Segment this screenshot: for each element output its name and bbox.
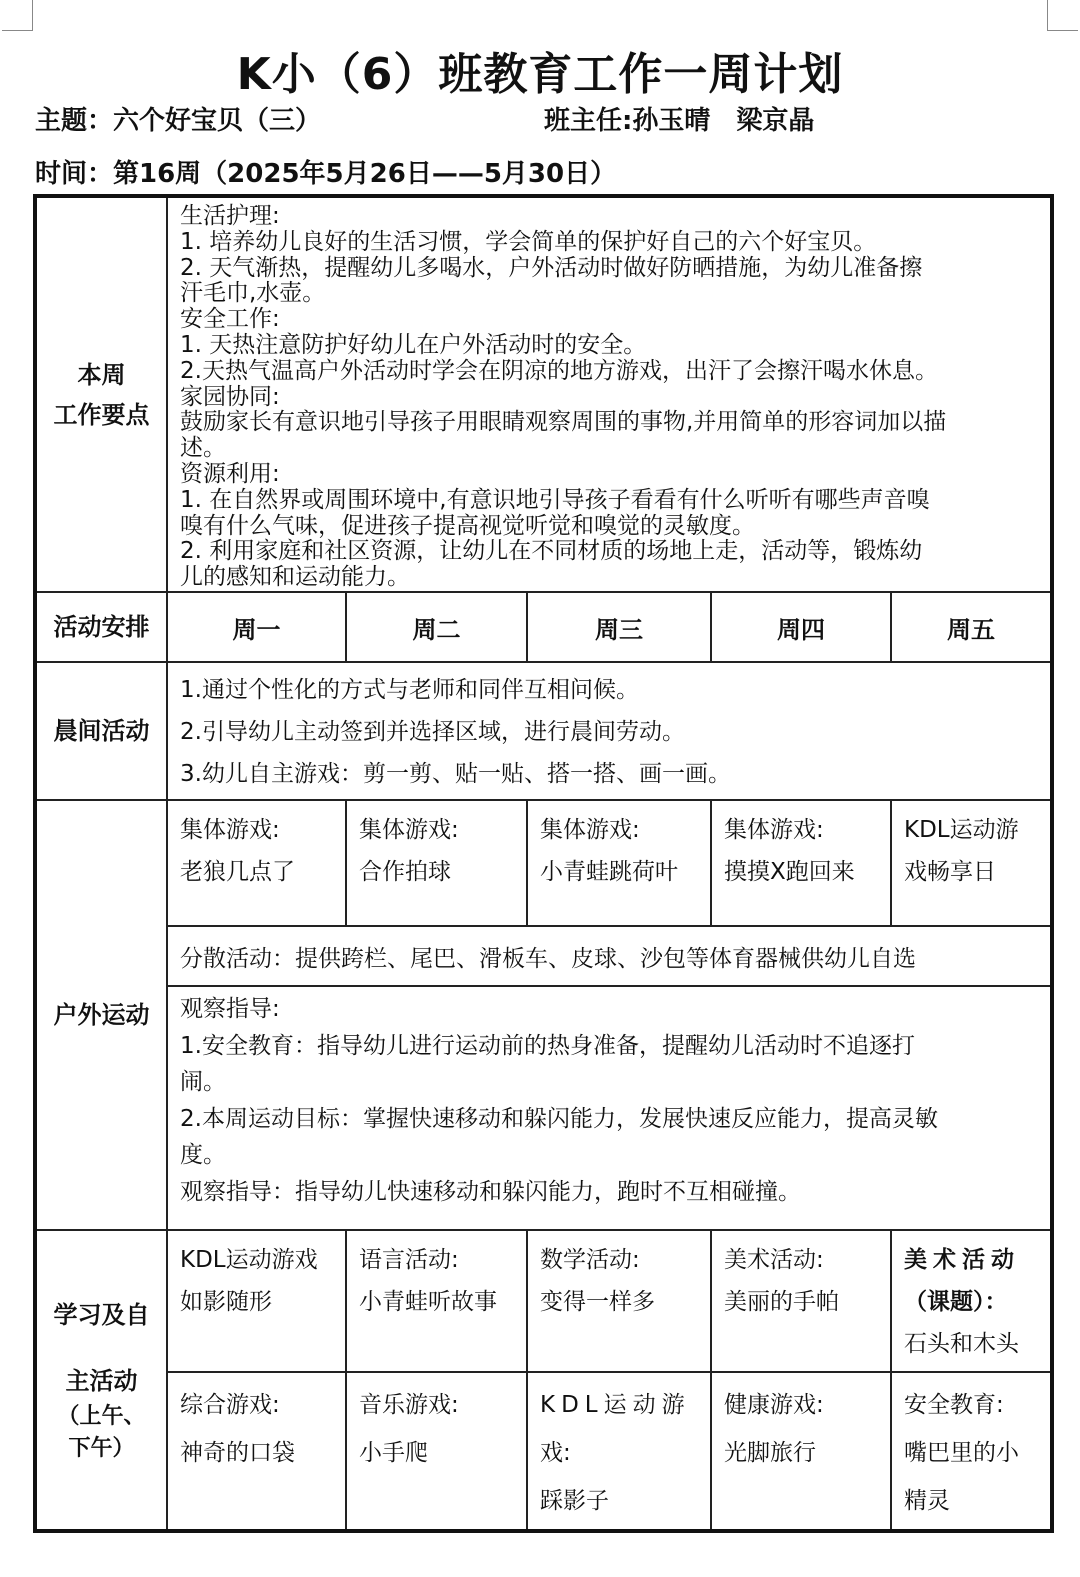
outdoor-game-type: 集体游戏: bbox=[359, 817, 459, 843]
activity-type: KDL运动游 bbox=[540, 1392, 691, 1418]
key-points-content bbox=[167, 196, 1052, 592]
key-point-line: 汗毛巾,水壶。 bbox=[180, 280, 326, 307]
key-point-line: 安全工作: bbox=[180, 306, 280, 333]
morning-line: 3.幼儿自主游戏：剪一剪、贴一贴、搭一搭、画一画。 bbox=[180, 761, 731, 787]
learning-label-4: 下午） bbox=[68, 1436, 135, 1461]
guidance-line: 1.安全教育：指导幼儿进行运动前的热身准备，提醒幼儿活动时不追逐打 bbox=[180, 1032, 915, 1059]
outdoor-game-tuesday bbox=[346, 800, 527, 926]
key-points-header bbox=[35, 196, 167, 592]
key-points-row bbox=[35, 196, 1052, 592]
key-point-line: 家园协同: bbox=[180, 383, 280, 410]
key-points-label-2: 工作要点 bbox=[53, 400, 150, 429]
learning-label-1: 学习及自 bbox=[53, 1301, 150, 1329]
activity-name: 石头和木头 bbox=[904, 1331, 1019, 1357]
activity-type: 安全教育: bbox=[904, 1392, 1004, 1418]
outdoor-scattered bbox=[167, 926, 1052, 986]
learning-row-1 bbox=[35, 1230, 1052, 1372]
learning-thursday-1 bbox=[711, 1230, 891, 1372]
key-point-line: 2. 利用家庭和社区资源，让幼儿在不同材质的场地上走，活动等，锻炼幼 bbox=[180, 538, 923, 565]
outdoor-game-friday bbox=[891, 800, 1052, 926]
guidance-line: 2.本周运动目标：掌握快速移动和躲闪能力，发展快速反应能力，提高灵敏 bbox=[180, 1105, 938, 1132]
day-thursday: 周四 bbox=[711, 592, 891, 662]
teacher-label: 班主任:孙玉晴 梁京晶 bbox=[544, 106, 815, 136]
activity-name: 小青蛙听故事 bbox=[359, 1289, 497, 1315]
activity-type: 音乐游戏: bbox=[359, 1392, 459, 1418]
activity-type: 数学活动: bbox=[540, 1247, 640, 1273]
learning-tuesday-2 bbox=[346, 1372, 527, 1531]
key-point-line: 2. 天气渐热，提醒幼儿多喝水，户外活动时做好防晒措施，为幼儿准备擦 bbox=[180, 254, 923, 281]
outdoor-game-name: 摸摸X跑回来 bbox=[724, 859, 855, 885]
learning-row-2 bbox=[35, 1372, 1052, 1531]
activity-type: 综合游戏: bbox=[180, 1392, 280, 1418]
page-title: K小（6）班教育工作一周计划 bbox=[236, 49, 844, 100]
outdoor-header: 户外运动 bbox=[35, 800, 167, 1230]
learning-label-2: 主活动 bbox=[65, 1367, 138, 1395]
activity-subtitle: （课题）： bbox=[904, 1289, 1008, 1315]
learning-wednesday-2 bbox=[527, 1372, 711, 1531]
activity-type: KDL运动游戏 bbox=[180, 1247, 318, 1273]
morning-line: 2.引导幼儿主动签到并选择区域，进行晨间劳动。 bbox=[180, 719, 685, 745]
key-point-line: 生活护理: bbox=[180, 203, 280, 229]
corner-mark-right bbox=[1047, 0, 1078, 31]
weekly-plan-table bbox=[33, 194, 1054, 1533]
key-point-line: 1. 天热注意防护好幼儿在户外活动时的安全。 bbox=[180, 331, 647, 358]
learning-friday-2 bbox=[891, 1372, 1052, 1531]
theme-label: 主题：六个好宝贝（三） bbox=[35, 106, 322, 136]
day-friday: 周五 bbox=[891, 592, 1052, 662]
outdoor-games-row bbox=[35, 800, 1052, 926]
key-points-label-1: 本周 bbox=[77, 360, 126, 389]
learning-monday-2 bbox=[167, 1372, 346, 1531]
learning-thursday-2 bbox=[711, 1372, 891, 1531]
corner-mark-left bbox=[2, 0, 33, 31]
activity-name-cont: 精灵 bbox=[904, 1488, 950, 1514]
key-point-line: 鼓励家长有意识地引导孩子用眼睛观察周围的事物,并用简单的形容词加以描 bbox=[180, 409, 947, 436]
activity-type: 美术活动 bbox=[904, 1247, 1020, 1273]
activity-type-cont: 戏: bbox=[540, 1440, 571, 1466]
activity-name: 光脚旅行 bbox=[724, 1440, 816, 1466]
morning-header: 晨间活动 bbox=[35, 662, 167, 800]
activity-type: 健康游戏: bbox=[724, 1392, 824, 1418]
outdoor-game-name: 小青蛙跳荷叶 bbox=[540, 859, 678, 885]
learning-label-3: （上午、 bbox=[57, 1404, 146, 1429]
activity-type: 语言活动: bbox=[359, 1247, 459, 1273]
schedule-row bbox=[35, 592, 1052, 662]
activity-name: 美丽的手帕 bbox=[724, 1289, 839, 1315]
outdoor-game-type: KDL运动游 bbox=[904, 817, 1019, 843]
schedule-header: 活动安排 bbox=[35, 592, 167, 662]
scattered-text: 分散活动：提供跨栏、尾巴、滑板车、皮球、沙包等体育器械供幼儿自选 bbox=[180, 945, 916, 972]
activity-type: 美术活动: bbox=[724, 1247, 824, 1273]
activity-name: 小手爬 bbox=[359, 1440, 428, 1466]
outdoor-guidance bbox=[167, 986, 1052, 1230]
key-point-line: 1. 在自然界或周围环境中,有意识地引导孩子看看有什么听听有哪些声音嗅 bbox=[180, 486, 930, 513]
morning-line: 1.通过个性化的方式与老师和同伴互相问候。 bbox=[180, 677, 639, 703]
learning-tuesday-1 bbox=[346, 1230, 527, 1372]
morning-content bbox=[167, 662, 1052, 800]
outdoor-game-thursday bbox=[711, 800, 891, 926]
activity-name: 踩影子 bbox=[540, 1488, 609, 1514]
outdoor-game-type: 集体游戏: bbox=[180, 817, 280, 843]
day-monday: 周一 bbox=[167, 592, 346, 662]
learning-wednesday-1 bbox=[527, 1230, 711, 1372]
guidance-line: 观察指导：指导幼儿快速移动和躲闪能力，跑时不互相碰撞。 bbox=[180, 1178, 801, 1205]
day-wednesday: 周三 bbox=[527, 592, 711, 662]
key-point-line: 儿的感知和运动能力。 bbox=[180, 564, 410, 591]
key-point-line: 1. 培养幼儿良好的生活习惯，学会简单的保护好自己的六个好宝贝。 bbox=[180, 228, 877, 255]
outdoor-game-type: 集体游戏: bbox=[540, 817, 640, 843]
outdoor-game-name: 合作拍球 bbox=[359, 859, 451, 885]
outdoor-scattered-row bbox=[35, 926, 1052, 986]
activity-name: 变得一样多 bbox=[540, 1289, 655, 1315]
outdoor-game-name: 老狼几点了 bbox=[180, 859, 295, 885]
activity-name: 嘴巴里的小 bbox=[904, 1440, 1019, 1466]
day-tuesday: 周二 bbox=[346, 592, 527, 662]
key-point-line: 2.天热气温高户外活动时学会在阴凉的地方游戏，出汗了会擦汗喝水休息。 bbox=[180, 357, 938, 384]
time-label: 时间：第16周（2025年5月26日——5月30日） bbox=[35, 159, 617, 189]
outdoor-guidance-row bbox=[35, 986, 1052, 1230]
learning-header bbox=[35, 1230, 167, 1531]
guidance-line: 观察指导: bbox=[180, 996, 280, 1022]
activity-name: 神奇的口袋 bbox=[180, 1440, 295, 1466]
learning-monday-1 bbox=[167, 1230, 346, 1372]
guidance-line: 度。 bbox=[180, 1142, 226, 1168]
outdoor-game-name: 戏畅享日 bbox=[904, 859, 996, 885]
morning-row bbox=[35, 662, 1052, 800]
outdoor-game-type: 集体游戏: bbox=[724, 817, 824, 843]
learning-friday-1 bbox=[891, 1230, 1052, 1372]
guidance-line: 闹。 bbox=[180, 1069, 226, 1095]
outdoor-game-wednesday bbox=[527, 800, 711, 926]
key-point-line: 嗅有什么气味，促进孩子提高视觉听觉和嗅觉的灵敏度。 bbox=[180, 512, 755, 539]
activity-name: 如影随形 bbox=[180, 1289, 272, 1315]
key-point-line: 资源利用: bbox=[180, 460, 280, 487]
key-point-line: 述。 bbox=[180, 435, 226, 462]
outdoor-game-monday bbox=[167, 800, 346, 926]
